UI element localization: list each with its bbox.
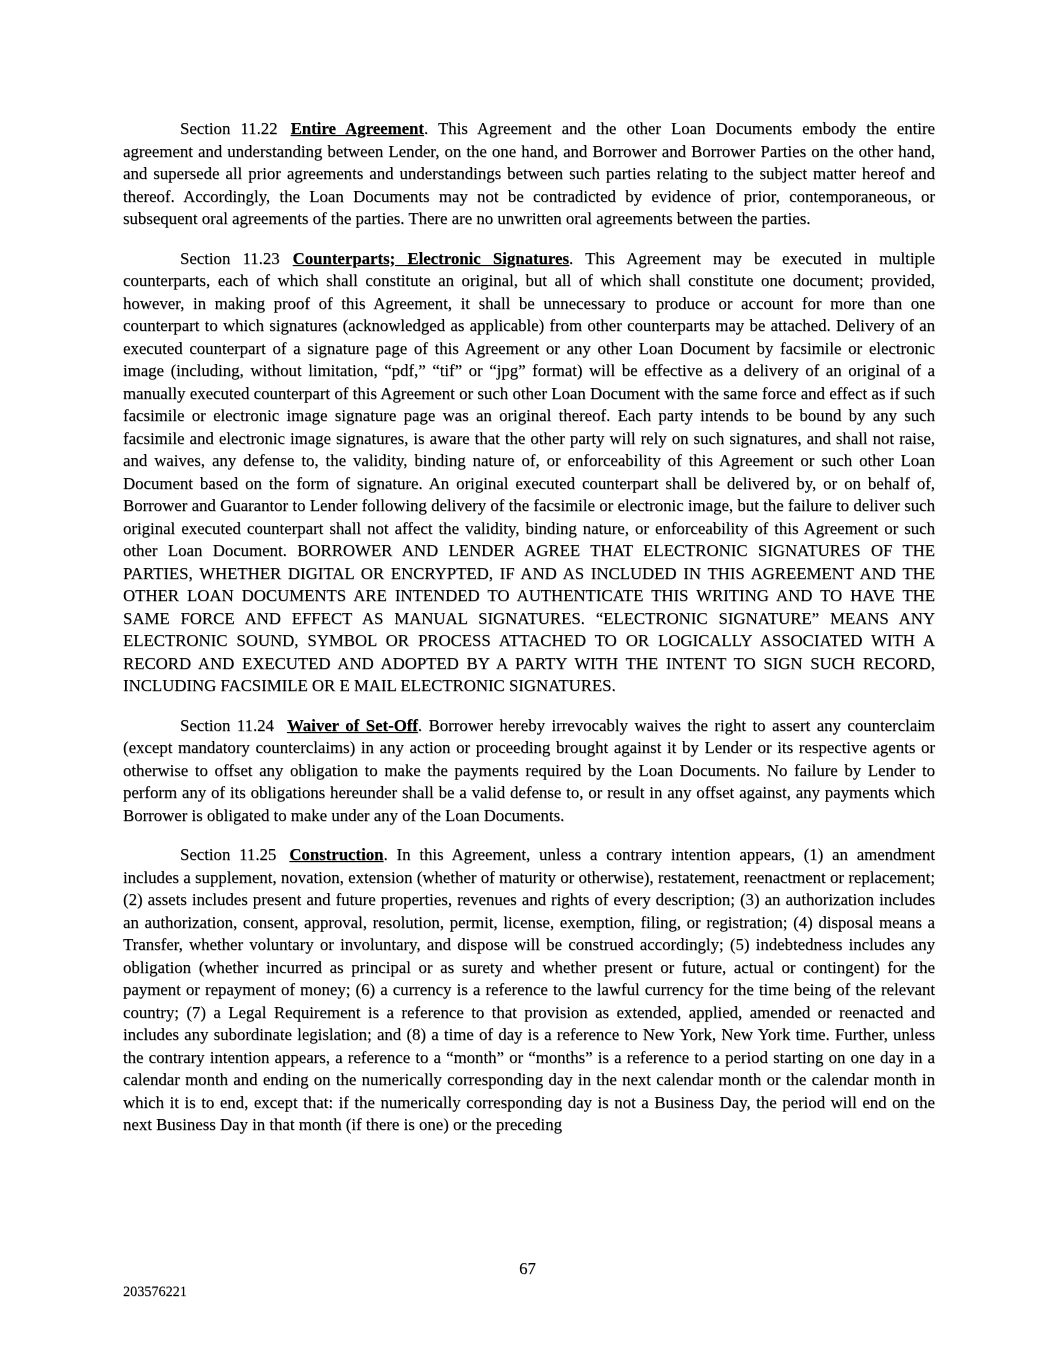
document-text-block xyxy=(123,118,935,1154)
section-11-23-body: . This Agreement may be executed in multiple counterparts, each of which shall constitute an original, but all of which shall constitute one document; provided, however, in making proof of this Agreement, it shall be unnecessary to produce or account for more than one counterpart to which signatures (acknowledged as applicable) from other counterparts may be attached. Delivery of an executed counterpart of a signature page of this Agreement or any other Loan Document by facsimile or electronic image (including, without limitation, “pdf,” “tif” or “jpg” format) will be effective as a delivery of an original of a manually executed counterpart of this Agreement or such other Loan Document with the same force and effect as if such facsimile or electronic image signature page was an original thereof. Each party intends to be bound by any such facsimile and electronic image signatures, is aware that the other party will rely on such signatures, and shall not raise, and waives, any defense to, the validity, binding nature of, or enforceability of this Agreement or such other Loan Document based on the form of signature. An original executed counterpart shall be delivered by, or on behalf of, Borrower and Guarantor to Lender following delivery of the facsimile or electronic image, but the failure to deliver such original executed counterpart shall not affect the validity, binding nature, or enforceability of this Agreement or such other Loan Document. BORROWER AND LENDER AGREE THAT ELECTRONIC SIGNATURES OF THE PARTIES, WHETHER DIGITAL OR ENCRYPTED, IF AND AS INCLUDED IN THIS AGREEMENT AND THE OTHER LOAN DOCUMENTS ARE INTENDED TO AUTHENTICATE THIS WRITING AND TO HAVE THE SAME FORCE AND EFFECT AS MANUAL SIGNATURES. “ELECTRONIC SIGNATURE” MEANS ANY ELECTRONIC SOUND, SYMBOL OR PROCESS ATTACHED TO OR LOGICALLY ASSOCIATED WITH A RECORD AND EXECUTED AND ADOPTED BY A PARTY WITH THE INTENT TO SIGN SUCH RECORD, INCLUDING FACSIMILE OR E MAIL ELECTRONIC SIGNATURES. xyxy=(123,248,936,695)
section-11-24-body: . Borrower hereby irrevocably waives the right to assert any counterclaim (except mandatory counterclaims) in any action or proceeding brought against it by Lender or its respective agents or otherwise to offset any obligation to make the payments required by the Loan Documents. No failure by Lender to perform any of its obligations hereunder shall be a valid defense to, or result in any offset against, any payments which Borrower is obligated to make under any of the Loan Documents. xyxy=(123,715,935,825)
section-11-22-body: . This Agreement and the other Loan Documents embody the entire agreement and understanding between Lender, on the one hand, and Borrower and Borrower Parties on the other hand, and supersede all prior agreements and understandings between such parties relating to the subject matter hereof and thereof. Accordingly, the Loan Documents may not be contradicted by evidence of prior, contemporaneous, or subsequent oral agreements of the parties. There are no unwritten oral agreements between the parties. xyxy=(123,119,935,228)
section-11-25-paragraph xyxy=(123,844,935,1137)
page-number: 67 xyxy=(519,1259,536,1278)
document-id-stamp: 203576221 xyxy=(123,1284,187,1300)
section-11-22-heading: Entire Agreement xyxy=(290,119,424,138)
section-11-23-paragraph xyxy=(123,248,935,698)
section-11-23-heading: Counterparts; Electronic Signatures xyxy=(292,248,570,268)
section-11-22-label: Section 11.22 xyxy=(180,119,278,138)
section-11-24-label: Section 11.24 xyxy=(180,715,274,735)
section-11-22-paragraph xyxy=(123,118,935,231)
section-11-24-paragraph xyxy=(123,715,935,828)
section-11-25-body: . In this Agreement, unless a contrary intention appears, (1) an amendment includes a supplement, novation, extension (whether of maturity or otherwise), restatement, reenactment or replacement; (2) assets includes present and future properties, revenues and rights of every description; (3) an authorization includes an authorization, consent, approval, resolution, permit, license, exemption, filing, or registration; (4) disposal means a Transfer, whether voluntary or involuntary, and dispose will be construed accordingly; (5) indebtedness includes any obligation (whether incurred as principal or as surety and whether present or future, actual or contingent) for the payment or repayment of money; (6) a currency is a reference to the lawful currency for the time being of the relevant country; (7) a Legal Requirement is a reference to that provision as extended, applied, amended or reenacted and includes any subordinate legislation; and (8) a time of day is a reference to New York, New York time. Further, unless the contrary intention appears, a reference to a “month” or “months” is a reference to a period starting on one day in a calendar month and ending on the numerically corresponding day in the next calendar month or the calendar month in which it is to end, except that: if the numerically corresponding day is not a Business Day, the period will end on the next Business Day in that month (if there is one) or the preceding xyxy=(123,845,935,1134)
section-11-25-heading: Construction xyxy=(289,845,384,864)
section-11-25-label: Section 11.25 xyxy=(180,845,277,864)
section-11-24-heading: Waiver of Set-Off xyxy=(286,715,418,735)
section-11-23-label: Section 11.23 xyxy=(180,248,280,268)
